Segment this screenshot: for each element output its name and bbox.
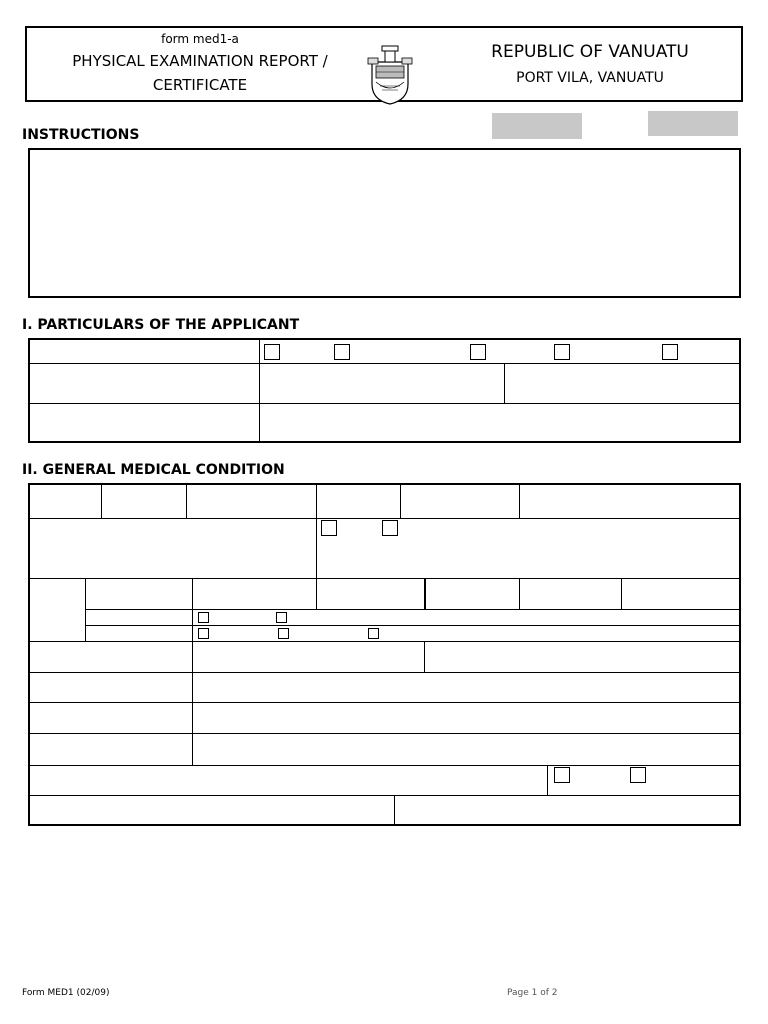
table-rule — [29, 518, 740, 519]
city-name: PORT VILA, VANUATU — [516, 70, 664, 86]
table-rule — [186, 484, 187, 518]
instructions-box — [28, 148, 741, 298]
table-rule — [424, 642, 425, 672]
office-use-field-1[interactable] — [492, 113, 582, 139]
table-rule — [192, 579, 193, 765]
table-rule — [29, 733, 740, 734]
medical-checkbox-4[interactable] — [276, 612, 287, 623]
table-rule — [424, 579, 426, 609]
table-rule — [621, 579, 622, 609]
table-rule — [519, 579, 520, 609]
table-rule — [29, 403, 740, 404]
table-rule — [519, 484, 520, 518]
applicant-checkbox-4[interactable] — [554, 344, 570, 360]
table-rule — [316, 484, 317, 578]
table-rule — [29, 641, 740, 642]
table-rule — [85, 579, 86, 641]
country-name: REPUBLIC OF VANUATU — [491, 42, 689, 62]
table-rule — [400, 484, 401, 518]
medical-checkbox-1[interactable] — [321, 520, 337, 536]
table-rule — [85, 625, 740, 626]
form-title-line1: PHYSICAL EXAMINATION REPORT / — [72, 52, 328, 70]
table-rule — [394, 796, 395, 825]
table-rule — [85, 609, 740, 610]
table-rule — [259, 339, 260, 442]
table-rule — [29, 702, 740, 703]
medical-checkbox-8[interactable] — [554, 767, 570, 783]
table-rule — [29, 765, 740, 766]
applicant-checkbox-1[interactable] — [264, 344, 280, 360]
table-rule — [316, 579, 317, 609]
table-rule — [29, 578, 740, 579]
medical-checkbox-7[interactable] — [368, 628, 379, 639]
particulars-table — [28, 338, 741, 443]
form-code: form med1-a — [161, 32, 239, 46]
table-rule — [101, 484, 102, 518]
table-rule — [29, 672, 740, 673]
form-title-line2: CERTIFICATE — [152, 76, 248, 94]
table-rule — [29, 795, 740, 796]
general-medical-heading: II. GENERAL MEDICAL CONDITION — [22, 462, 285, 478]
medical-checkbox-2[interactable] — [382, 520, 398, 536]
applicant-checkbox-3[interactable] — [470, 344, 486, 360]
medical-checkbox-3[interactable] — [198, 612, 209, 623]
form-id: Form MED1 (02/09) — [22, 988, 110, 998]
page-number: Page 1 of 2 — [507, 988, 558, 998]
medical-checkbox-9[interactable] — [630, 767, 646, 783]
applicant-checkbox-2[interactable] — [334, 344, 350, 360]
medical-checkbox-5[interactable] — [198, 628, 209, 639]
vanuatu-seal-icon — [360, 40, 420, 106]
table-rule — [547, 766, 548, 795]
table-rule — [29, 363, 740, 364]
applicant-checkbox-5[interactable] — [662, 344, 678, 360]
table-rule — [504, 364, 505, 403]
instructions-heading: INSTRUCTIONS — [22, 127, 140, 143]
particulars-heading: I. PARTICULARS OF THE APPLICANT — [22, 317, 300, 333]
medical-checkbox-6[interactable] — [278, 628, 289, 639]
office-use-field-2[interactable] — [648, 111, 738, 136]
